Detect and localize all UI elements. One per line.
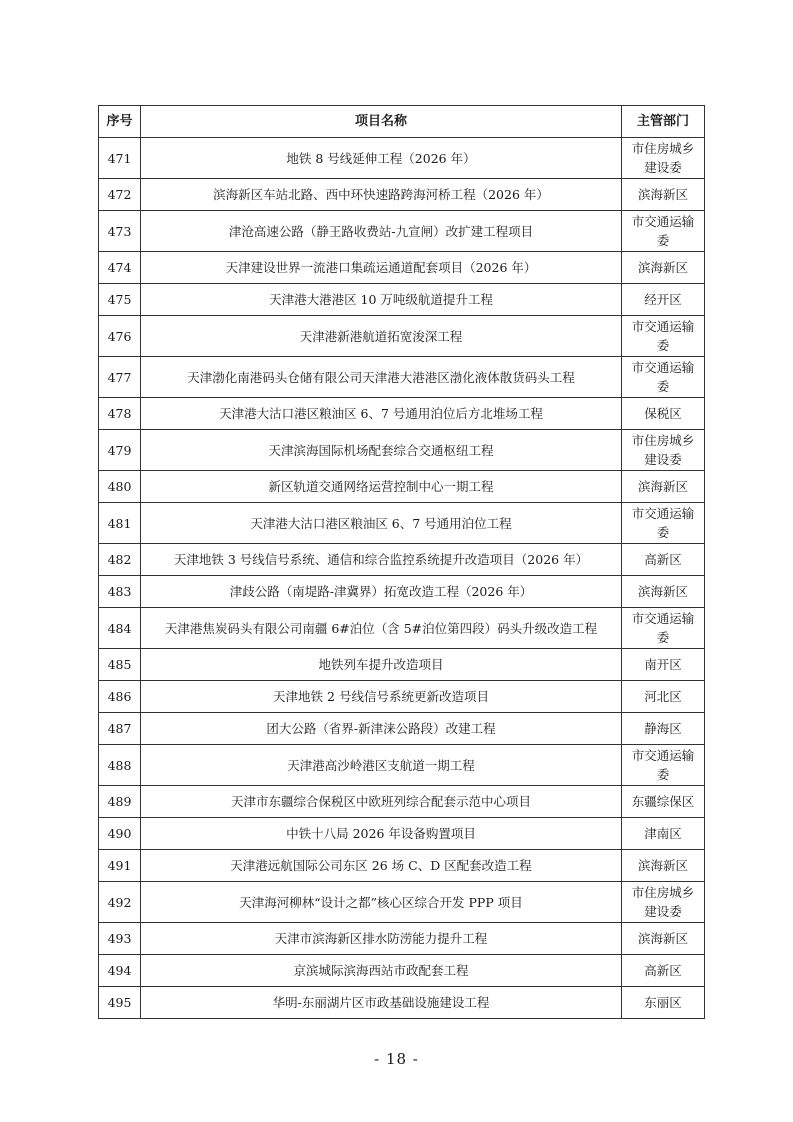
table-row (99, 179, 705, 211)
row-name: 天津地铁 2 号线信号系统更新改造项目 (141, 681, 622, 713)
table-row (99, 608, 705, 649)
row-num: 483 (99, 576, 141, 608)
table-row (99, 503, 705, 544)
table-header-row (99, 106, 705, 138)
row-dept: 滨海新区 (622, 179, 705, 211)
row-dept: 滨海新区 (622, 923, 705, 955)
row-dept: 滨海新区 (622, 252, 705, 284)
row-name: 天津港高沙岭港区支航道一期工程 (141, 745, 622, 786)
row-dept: 东疆综保区 (622, 786, 705, 818)
row-name: 天津港新港航道拓宽浚深工程 (141, 316, 622, 357)
row-name: 京滨城际滨海西站市政配套工程 (141, 955, 622, 987)
table-row (99, 398, 705, 430)
row-dept: 市交通运输委 (622, 745, 705, 786)
row-dept: 静海区 (622, 713, 705, 745)
table-row (99, 850, 705, 882)
row-dept: 河北区 (622, 681, 705, 713)
table-row (99, 316, 705, 357)
row-dept: 市交通运输委 (622, 608, 705, 649)
row-name: 滨海新区车站北路、西中环快速路跨海河桥工程（2026 年） (141, 179, 622, 211)
row-name: 天津海河柳林“设计之都”核心区综合开发 PPP 项目 (141, 882, 622, 923)
row-name: 地铁列车提升改造项目 (141, 649, 622, 681)
row-num: 475 (99, 284, 141, 316)
table-row (99, 649, 705, 681)
table-row (99, 713, 705, 745)
table-row (99, 923, 705, 955)
row-dept: 南开区 (622, 649, 705, 681)
row-name: 天津建设世界一流港口集疏运通道配套项目（2026 年） (141, 252, 622, 284)
row-num: 473 (99, 211, 141, 252)
table-row (99, 252, 705, 284)
row-name: 天津地铁 3 号线信号系统、通信和综合监控系统提升改造项目（2026 年） (141, 544, 622, 576)
row-dept: 市住房城乡建设委 (622, 138, 705, 179)
table-row (99, 818, 705, 850)
row-num: 486 (99, 681, 141, 713)
row-name: 地铁 8 号线延伸工程（2026 年） (141, 138, 622, 179)
row-name: 天津港焦炭码头有限公司南疆 6#泊位（含 5#泊位第四段）码头升级改造工程 (141, 608, 622, 649)
table-row (99, 786, 705, 818)
table-row (99, 681, 705, 713)
row-dept: 滨海新区 (622, 850, 705, 882)
row-num: 476 (99, 316, 141, 357)
row-num: 478 (99, 398, 141, 430)
row-name: 天津港大沽口港区粮油区 6、7 号通用泊位工程 (141, 503, 622, 544)
row-dept: 津南区 (622, 818, 705, 850)
table-row (99, 471, 705, 503)
row-num: 479 (99, 430, 141, 471)
row-name: 天津港大港港区 10 万吨级航道提升工程 (141, 284, 622, 316)
row-num: 492 (99, 882, 141, 923)
table-row (99, 357, 705, 398)
row-dept: 高新区 (622, 544, 705, 576)
row-name: 天津港大沽口港区粮油区 6、7 号通用泊位后方北堆场工程 (141, 398, 622, 430)
row-num: 471 (99, 138, 141, 179)
row-name: 华明-东丽湖片区市政基础设施建设工程 (141, 987, 622, 1019)
row-dept: 市住房城乡建设委 (622, 430, 705, 471)
row-name: 天津港远航国际公司东区 26 场 C、D 区配套改造工程 (141, 850, 622, 882)
row-dept: 保税区 (622, 398, 705, 430)
row-num: 482 (99, 544, 141, 576)
row-name: 天津市东疆综合保税区中欧班列综合配套示范中心项目 (141, 786, 622, 818)
row-name: 津歧公路（南堤路-津冀界）拓宽改造工程（2026 年） (141, 576, 622, 608)
row-num: 477 (99, 357, 141, 398)
table-row (99, 987, 705, 1019)
table-row (99, 544, 705, 576)
table-row (99, 882, 705, 923)
row-name: 团大公路（省界-新津涞公路段）改建工程 (141, 713, 622, 745)
row-name: 天津滨海国际机场配套综合交通枢纽工程 (141, 430, 622, 471)
row-num: 480 (99, 471, 141, 503)
row-dept: 滨海新区 (622, 576, 705, 608)
row-name: 津沧高速公路（静王路收费站-九宣闸）改扩建工程项目 (141, 211, 622, 252)
row-num: 493 (99, 923, 141, 955)
row-num: 472 (99, 179, 141, 211)
row-num: 489 (99, 786, 141, 818)
header-num: 序号 (99, 106, 141, 138)
row-dept: 市住房城乡建设委 (622, 882, 705, 923)
row-dept: 市交通运输委 (622, 211, 705, 252)
row-dept: 高新区 (622, 955, 705, 987)
row-num: 491 (99, 850, 141, 882)
row-num: 488 (99, 745, 141, 786)
page-number: - 18 - (374, 1050, 419, 1068)
table-row (99, 138, 705, 179)
table-row (99, 745, 705, 786)
row-name: 新区轨道交通网络运营控制中心一期工程 (141, 471, 622, 503)
table-row (99, 211, 705, 252)
row-name: 中铁十八局 2026 年设备购置项目 (141, 818, 622, 850)
row-num: 490 (99, 818, 141, 850)
row-name: 天津渤化南港码头仓储有限公司天津港大港港区渤化液体散货码头工程 (141, 357, 622, 398)
row-dept: 市交通运输委 (622, 503, 705, 544)
row-dept: 市交通运输委 (622, 316, 705, 357)
row-num: 494 (99, 955, 141, 987)
row-num: 487 (99, 713, 141, 745)
row-dept: 市交通运输委 (622, 357, 705, 398)
header-name: 项目名称 (141, 106, 622, 138)
row-dept: 经开区 (622, 284, 705, 316)
table-row (99, 430, 705, 471)
table-row (99, 576, 705, 608)
row-dept: 滨海新区 (622, 471, 705, 503)
row-name: 天津市滨海新区排水防涝能力提升工程 (141, 923, 622, 955)
table-row (99, 284, 705, 316)
header-dept: 主管部门 (622, 106, 705, 138)
row-num: 474 (99, 252, 141, 284)
row-num: 481 (99, 503, 141, 544)
row-dept: 东丽区 (622, 987, 705, 1019)
project-table (98, 105, 705, 1019)
row-num: 485 (99, 649, 141, 681)
row-num: 495 (99, 987, 141, 1019)
row-num: 484 (99, 608, 141, 649)
table-row (99, 955, 705, 987)
